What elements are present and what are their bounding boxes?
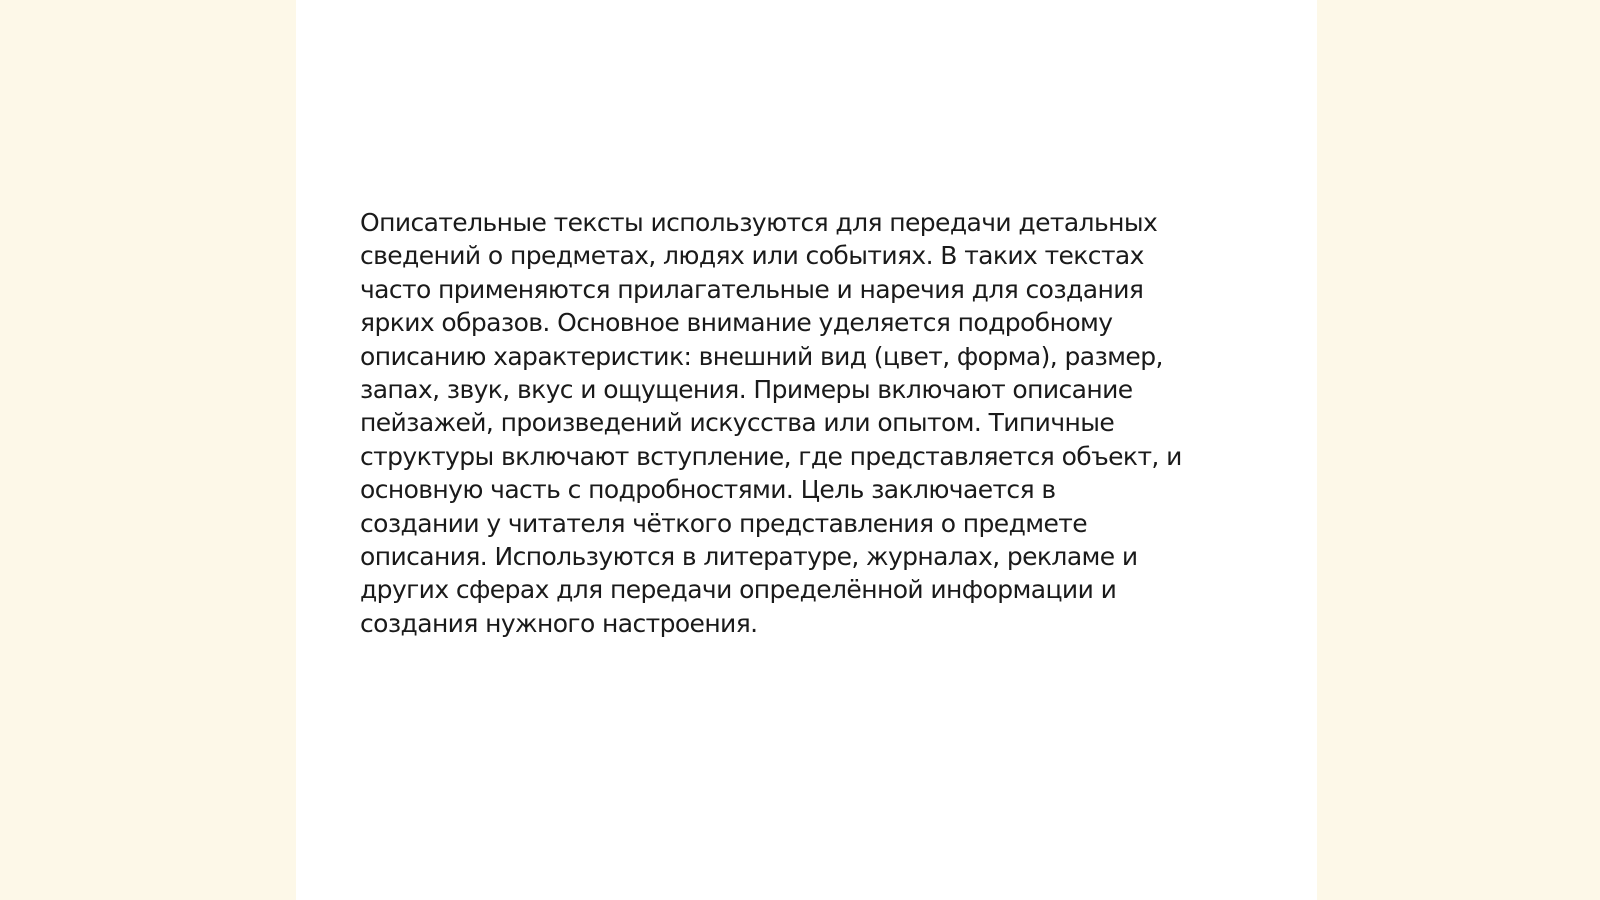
document-page: [296, 0, 1317, 900]
body-paragraph: Описательные тексты используются для передачи детальных сведений о предметах, людях или событиях. В таких текстах часто применяются прилагательные и наречия для создания ярких образов. Основное внимание уделяется подробному описанию характеристик: внешний вид (цвет, форма), размер, запах, звук, вкус и ощущения. Примеры включают описание пейзажей, произведений искусства или опытом. Типичные структуры включают вступление, где представляется объект, и основную часть с подробностями. Цель заключается в создании у читателя чёткого представления о предмете описания. Используются в литературе, журналах, рекламе и других сферах для передачи определённой информации и создания нужного настроения.: [360, 208, 1182, 638]
